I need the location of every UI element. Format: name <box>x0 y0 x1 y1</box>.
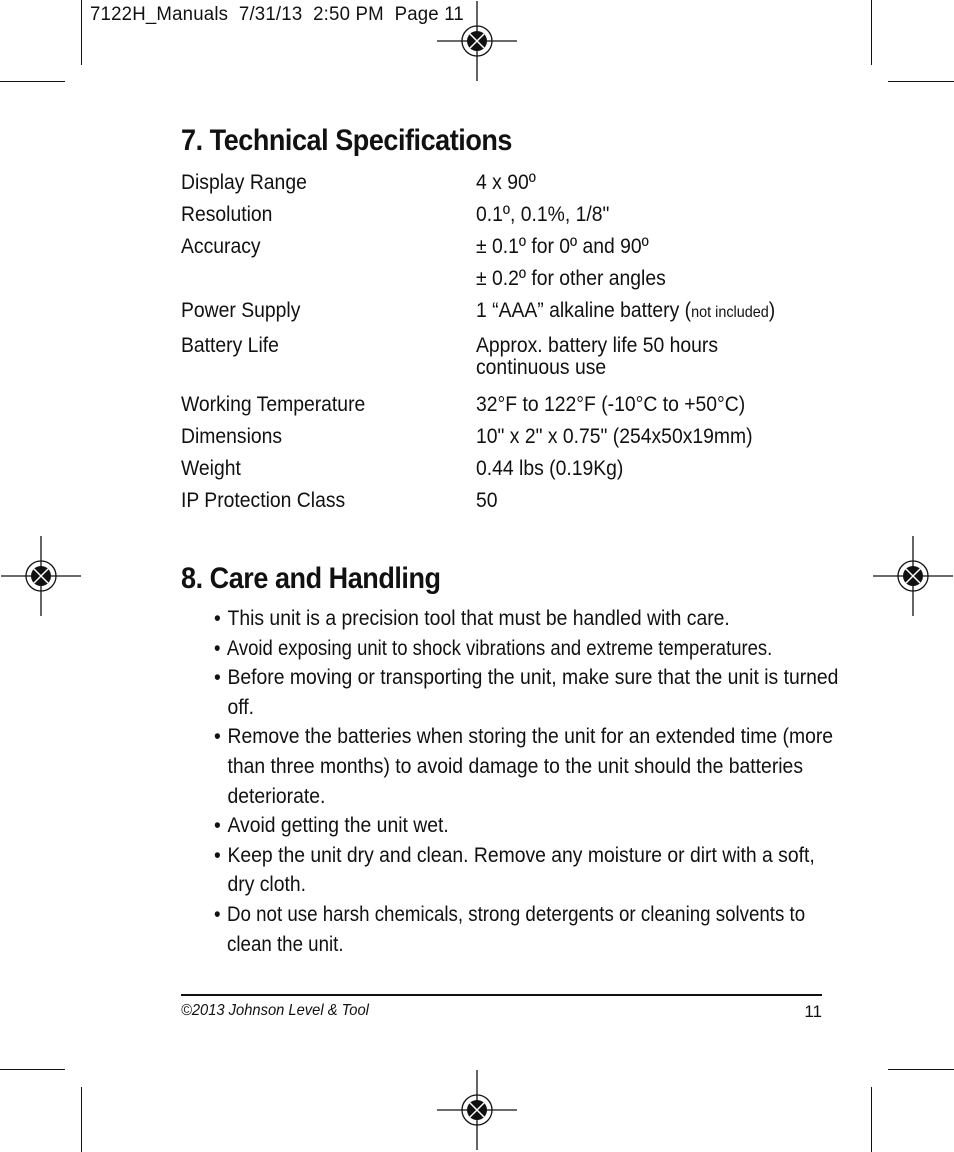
spec-value: ± 0.2º for other angles <box>476 266 666 290</box>
spec-row-resolution <box>181 198 841 230</box>
footer-rule <box>181 994 822 996</box>
list-item: • This unit is a precision tool that must be handled with care. <box>214 604 840 634</box>
spec-label: Power Supply <box>181 298 301 322</box>
spec-value: 10" x 2" x 0.75" (254x50x19mm) <box>476 424 753 448</box>
print-slug: 7122H_Manuals 7/31/13 2:50 PM Page 11 <box>90 4 464 25</box>
spec-label: Display Range <box>181 170 307 194</box>
list-item: • Do not use harsh chemicals, strong detergents or cleaning solvents to clean the unit. <box>214 900 819 959</box>
crop-mark-top-left-v <box>81 0 82 65</box>
crop-mark-top-left-h <box>0 81 65 82</box>
spec-row-accuracy-other <box>181 262 841 294</box>
crop-mark-bottom-right-v <box>871 1087 872 1152</box>
spec-label: Dimensions <box>181 424 283 448</box>
crop-mark-top-right-v <box>871 0 872 65</box>
spec-value: ± 0.1º for 0º and 90º <box>476 234 649 258</box>
spec-value: 32°F to 122°F (-10°C to +50°C) <box>476 392 746 416</box>
spec-row-battery-life <box>181 329 841 388</box>
spec-label: Weight <box>181 456 241 480</box>
spec-label: Accuracy <box>181 234 261 258</box>
list-item: • Before moving or transporting the unit, make sure that the unit is turned off. <box>214 663 840 722</box>
spec-value: Approx. battery life 50 hours continuous use <box>476 333 719 379</box>
spec-label: Resolution <box>181 202 273 226</box>
crop-mark-bottom-left-h <box>0 1069 65 1070</box>
spec-value-text: 1 “AAA” alkaline battery ( <box>476 298 692 322</box>
spec-label: Working Temperature <box>181 392 366 416</box>
spec-row-accuracy <box>181 230 841 262</box>
section-8-heading: 8. Care and Handling <box>181 562 441 595</box>
list-item: • Keep the unit dry and clean. Remove any moisture or dirt with a soft, dry cloth. <box>214 841 840 900</box>
registration-mark-left-icon <box>1 536 81 616</box>
spec-value-end: ) <box>768 298 776 322</box>
spec-row-ip-protection <box>181 484 841 516</box>
spec-label: IP Protection Class <box>181 488 346 512</box>
spec-value-note: not included <box>691 304 769 321</box>
crop-mark-bottom-right-h <box>888 1069 954 1070</box>
spec-value: 4 x 90º <box>476 170 536 194</box>
section-7-heading: 7. Technical Specifications <box>181 124 512 157</box>
crop-mark-bottom-left-v <box>81 1087 82 1152</box>
spec-label <box>181 262 447 294</box>
footer-copyright: ©2013 Johnson Level & Tool <box>181 1002 369 1019</box>
crop-mark-top-right-h <box>888 81 954 82</box>
list-item: • Remove the batteries when storing the unit for an extended time (more than three months) to avoid damage to the unit should the batteries deteriorate. <box>214 722 840 811</box>
list-item: • Avoid exposing unit to shock vibrations and extreme temperatures. <box>214 634 812 664</box>
spec-row-display-range <box>181 166 841 198</box>
spec-row-dimensions <box>181 420 841 452</box>
list-item: • Avoid getting the unit wet. <box>214 811 840 841</box>
spec-table <box>181 166 841 516</box>
page-number: 11 <box>804 1002 822 1021</box>
spec-row-working-temperature <box>181 388 841 420</box>
spec-value: 0.44 lbs (0.19Kg) <box>476 456 624 480</box>
registration-mark-bottom-icon <box>437 1070 517 1150</box>
spec-row-weight <box>181 452 841 484</box>
registration-mark-top-icon <box>437 1 517 81</box>
spec-value: 0.1º, 0.1%, 1/8" <box>476 202 610 226</box>
registration-mark-right-icon <box>873 536 953 616</box>
spec-value <box>476 294 805 329</box>
care-list <box>214 604 839 959</box>
spec-value: 50 <box>476 488 498 512</box>
spec-row-power-supply <box>181 294 841 329</box>
spec-label: Battery Life <box>181 333 279 357</box>
